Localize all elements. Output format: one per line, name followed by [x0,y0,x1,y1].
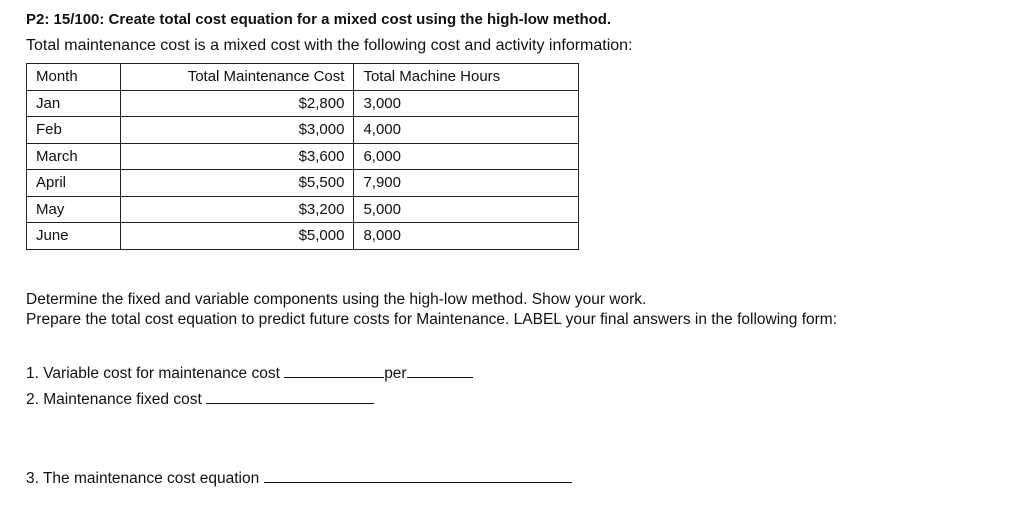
cell-month: Jan [27,90,121,117]
answer-3-label: 3. The maintenance cost equation [26,470,260,487]
table-row [27,90,579,117]
cell-month: April [27,170,121,197]
cell-hours: 7,900 [354,170,579,197]
cell-cost: $3,000 [120,117,354,144]
answer-1-per: per [384,365,407,382]
table-row [27,170,579,197]
table-row [27,117,579,144]
cell-cost: $3,600 [120,143,354,170]
cell-cost: $2,800 [120,90,354,117]
cell-cost: $5,500 [120,170,354,197]
problem-title: P2: 15/100: Create total cost equation for a mixed cost using the high-low method. [26,11,612,28]
table-row [27,196,579,223]
answer-1-per-blank[interactable] [407,363,473,378]
instruction-line-2: Prepare the total cost equation to predict future costs for Maintenance. LABEL your final answers in the following form: [26,311,838,328]
cell-month: May [27,196,121,223]
instruction-line-1: Determine the fixed and variable components using the high-low method. Show your work. [26,291,647,308]
header-total-machine-hours: Total Machine Hours [354,64,579,91]
table-row [27,143,579,170]
answer-3-blank[interactable] [264,468,572,483]
cell-cost: $3,200 [120,196,354,223]
cell-month: June [27,223,121,250]
instructions [26,290,837,330]
cell-hours: 8,000 [354,223,579,250]
answer-1-label: 1. Variable cost for maintenance cost [26,365,280,382]
cell-hours: 6,000 [354,143,579,170]
header-total-maintenance-cost: Total Maintenance Cost [120,64,354,91]
answer-1-row [26,363,473,383]
cell-cost: $5,000 [120,223,354,250]
cost-activity-table [26,63,579,250]
cell-month: Feb [27,117,121,144]
table-header-row [27,64,579,91]
cell-hours: 5,000 [354,196,579,223]
problem-intro: Total maintenance cost is a mixed cost with the following cost and activity information: [26,37,633,54]
cell-hours: 3,000 [354,90,579,117]
answer-1-blank[interactable] [284,363,384,378]
answer-2-label: 2. Maintenance fixed cost [26,391,202,408]
table-row [27,223,579,250]
cell-hours: 4,000 [354,117,579,144]
answer-2-blank[interactable] [206,389,374,404]
cell-month: March [27,143,121,170]
header-month: Month [27,64,121,91]
answer-2-row [26,389,374,409]
answer-3-row [26,468,572,488]
